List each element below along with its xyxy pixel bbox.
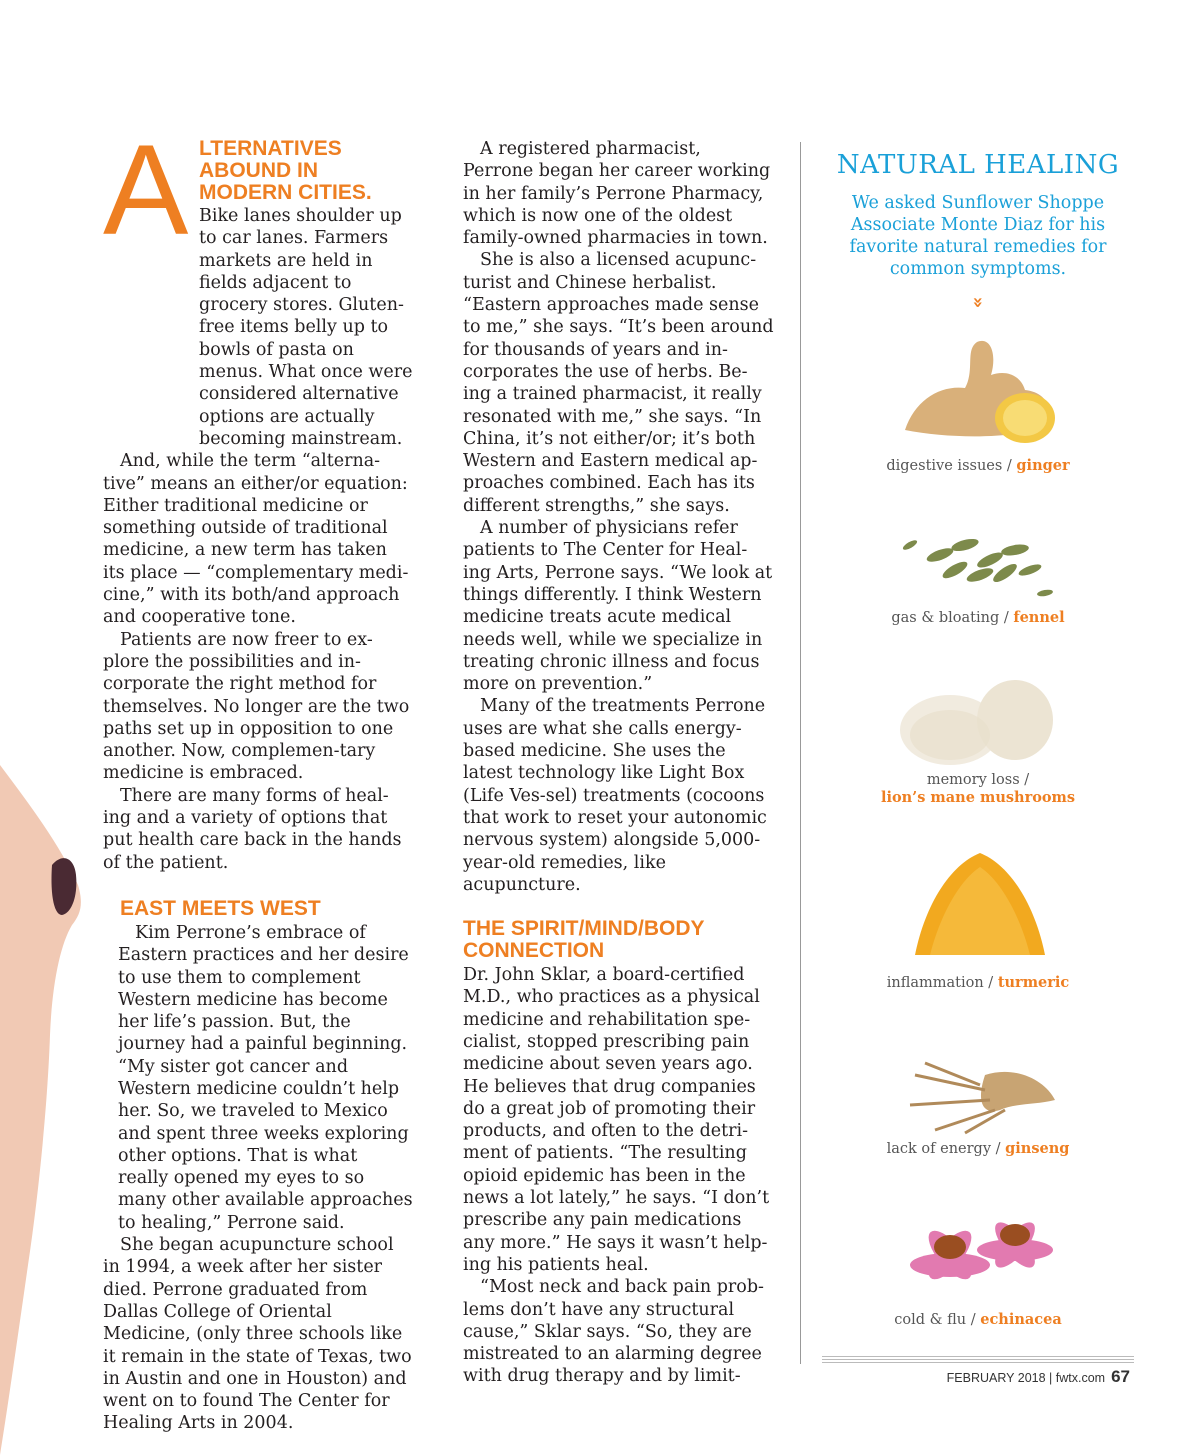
site-url: fwtx.com — [1055, 1371, 1106, 1385]
paragraph: She is also a licensed acupunc-turist and Chinese herbalist. “Eastern approaches made sense to me,” she says. “It’s been around for thousands of years and in-corporates the use of herbs. Be-ing a trained pharmacist, it really resonated with me,” she says. “In China, it’s not either/or; it’s both Western and Eastern medical ap-proaches combined. Each has its different strengths,” she says. — [463, 250, 774, 516]
remedy-caption: memory loss / lion’s mane mushrooms — [830, 772, 1126, 806]
remedy-caption: gas & bloating / fennel — [891, 609, 1065, 626]
section-heading: EAST MEETS WEST — [120, 896, 321, 920]
herb-name: lion’s mane mushrooms — [880, 789, 1076, 806]
paragraph: There are many forms of heal-ing and a variety of options that put health care back in the hands of the patient. — [103, 785, 402, 873]
section-heading: THE SPIRIT/MIND/BODY CONNECTION — [463, 917, 705, 963]
herb-name: ginseng — [1005, 1140, 1070, 1157]
paragraph: Kim Perrone’s embrace of Eastern practices and her desire to use them to complement Western medicine has become her life’s passion. But, the journey had a painful beginning. “My sister got cancer and Western medicine couldn’t help her. So, we traveled to Mexico and spent three weeks exploring other options. That is what really opened my eyes to so many other available approaches to healing,” Perrone said. — [118, 922, 413, 1233]
page-footer — [947, 1367, 1130, 1387]
paragraph: A number of physicians refer patients to The Center for Heal-ing Arts, Perrone says. “We look at things differently. I think Western medicine treats acute medical needs well, while we specialize in treating chronic illness and focus more on prevention.” — [463, 518, 773, 695]
paragraph: Many of the treatments Perrone uses are what she calls energy-based medicine. She uses the latest technology like Light Box (Life Ves-sel) treatments (cocoons that work to reset your autonomic nervous system) alongside 5,000-year-old remedies, like acupuncture. — [463, 696, 767, 895]
paragraph: And, while the term “alterna-tive” means an either/or equation: Either traditional medicine or something outside of traditional medicine, a new term has taken its place — “complementary medi-cine,” with its both/and approach and cooperative tone. — [103, 451, 409, 628]
lions-mane-mushroom-image — [895, 675, 1065, 770]
footer-rule — [822, 1356, 1134, 1365]
chevron-down-icon: » — [967, 296, 989, 309]
remedy-caption: lack of energy / ginseng — [886, 1140, 1070, 1157]
ginger-image — [895, 330, 1065, 445]
column-2 — [463, 138, 775, 1388]
remedy-caption: inflammation / turmeric — [886, 974, 1070, 991]
lead-headline: LTERNATIVES ABOUND IN MODERN CITIES. — [199, 137, 372, 204]
drop-cap: A — [103, 119, 189, 262]
turmeric-powder-image — [910, 845, 1050, 965]
ginseng-root-image — [905, 1055, 1065, 1135]
remedy-caption: digestive issues / ginger — [886, 457, 1070, 474]
column-1 — [103, 205, 413, 1435]
hand-image — [0, 765, 90, 1455]
paragraph: Dr. John Sklar, a board-certified M.D., who practices as a physical medicine and rehabilitation spe-cialist, stopped prescribing pain medicine about seven years ago. He believes that drug companies do a great job of promoting their products, and often to the detri-ment of patients. “The resulting opioid epidemic has been in the news a lot lately,” he says. “I don’t prescribe any pain medications any more.” He says it wasn’t help-ing his patients heal. — [463, 965, 770, 1275]
paragraph: Patients are now freer to ex-plore the possibilities and in-corporate the right method for themselves. No longer are the two paths set up in opposition to one another. Now, complemen-tary medicine is embraced. — [103, 629, 410, 784]
herb-name: echinacea — [980, 1311, 1062, 1328]
paragraph: She began acupuncture school in 1994, a week after her sister died. Perrone graduated from Dallas College of Oriental Medicine, (only three schools like it remain in the state of Texas, two in Austin and one in Houston) and went on to found The Center for Healing Arts in 2004. — [103, 1235, 412, 1434]
herb-name: ginger — [1016, 457, 1070, 474]
echinacea-flower-image — [895, 1205, 1065, 1305]
sidebar-title: NATURAL HEALING — [836, 150, 1120, 180]
herb-name: fennel — [1013, 609, 1065, 626]
paragraph: Bike lanes shoulder up to car lanes. Farmers markets are held in fields adjacent to grocery stores. Gluten-free items belly up to bowls of pasta on menus. What once were considered alternative options are actually becoming mainstream. — [199, 206, 413, 449]
fennel-seeds-image — [895, 515, 1065, 600]
issue-date: FEBRUARY 2018 — [946, 1371, 1046, 1385]
footer-separator: | — [1045, 1371, 1056, 1385]
remedy-caption: cold & flu / echinacea — [894, 1311, 1062, 1328]
sidebar-natural-healing — [830, 150, 1126, 313]
paragraph: “Most neck and back pain prob-lems don’t have any structural cause,” Sklar says. “So, they are mistreated to an alarming degree with drug therapy and by limit- — [463, 1277, 764, 1387]
column-divider — [800, 142, 801, 1364]
page-number: 67 — [1111, 1367, 1130, 1386]
sidebar-intro: We asked Sunflower Shoppe Associate Monte Diaz for his favorite natural remedies for common symptoms. — [849, 193, 1107, 279]
paragraph: A registered pharmacist, Perrone began her career working in her family’s Perrone Pharmacy, which is now one of the oldest family-owned pharmacies in town. — [463, 139, 771, 249]
herb-name: turmeric — [997, 974, 1070, 991]
